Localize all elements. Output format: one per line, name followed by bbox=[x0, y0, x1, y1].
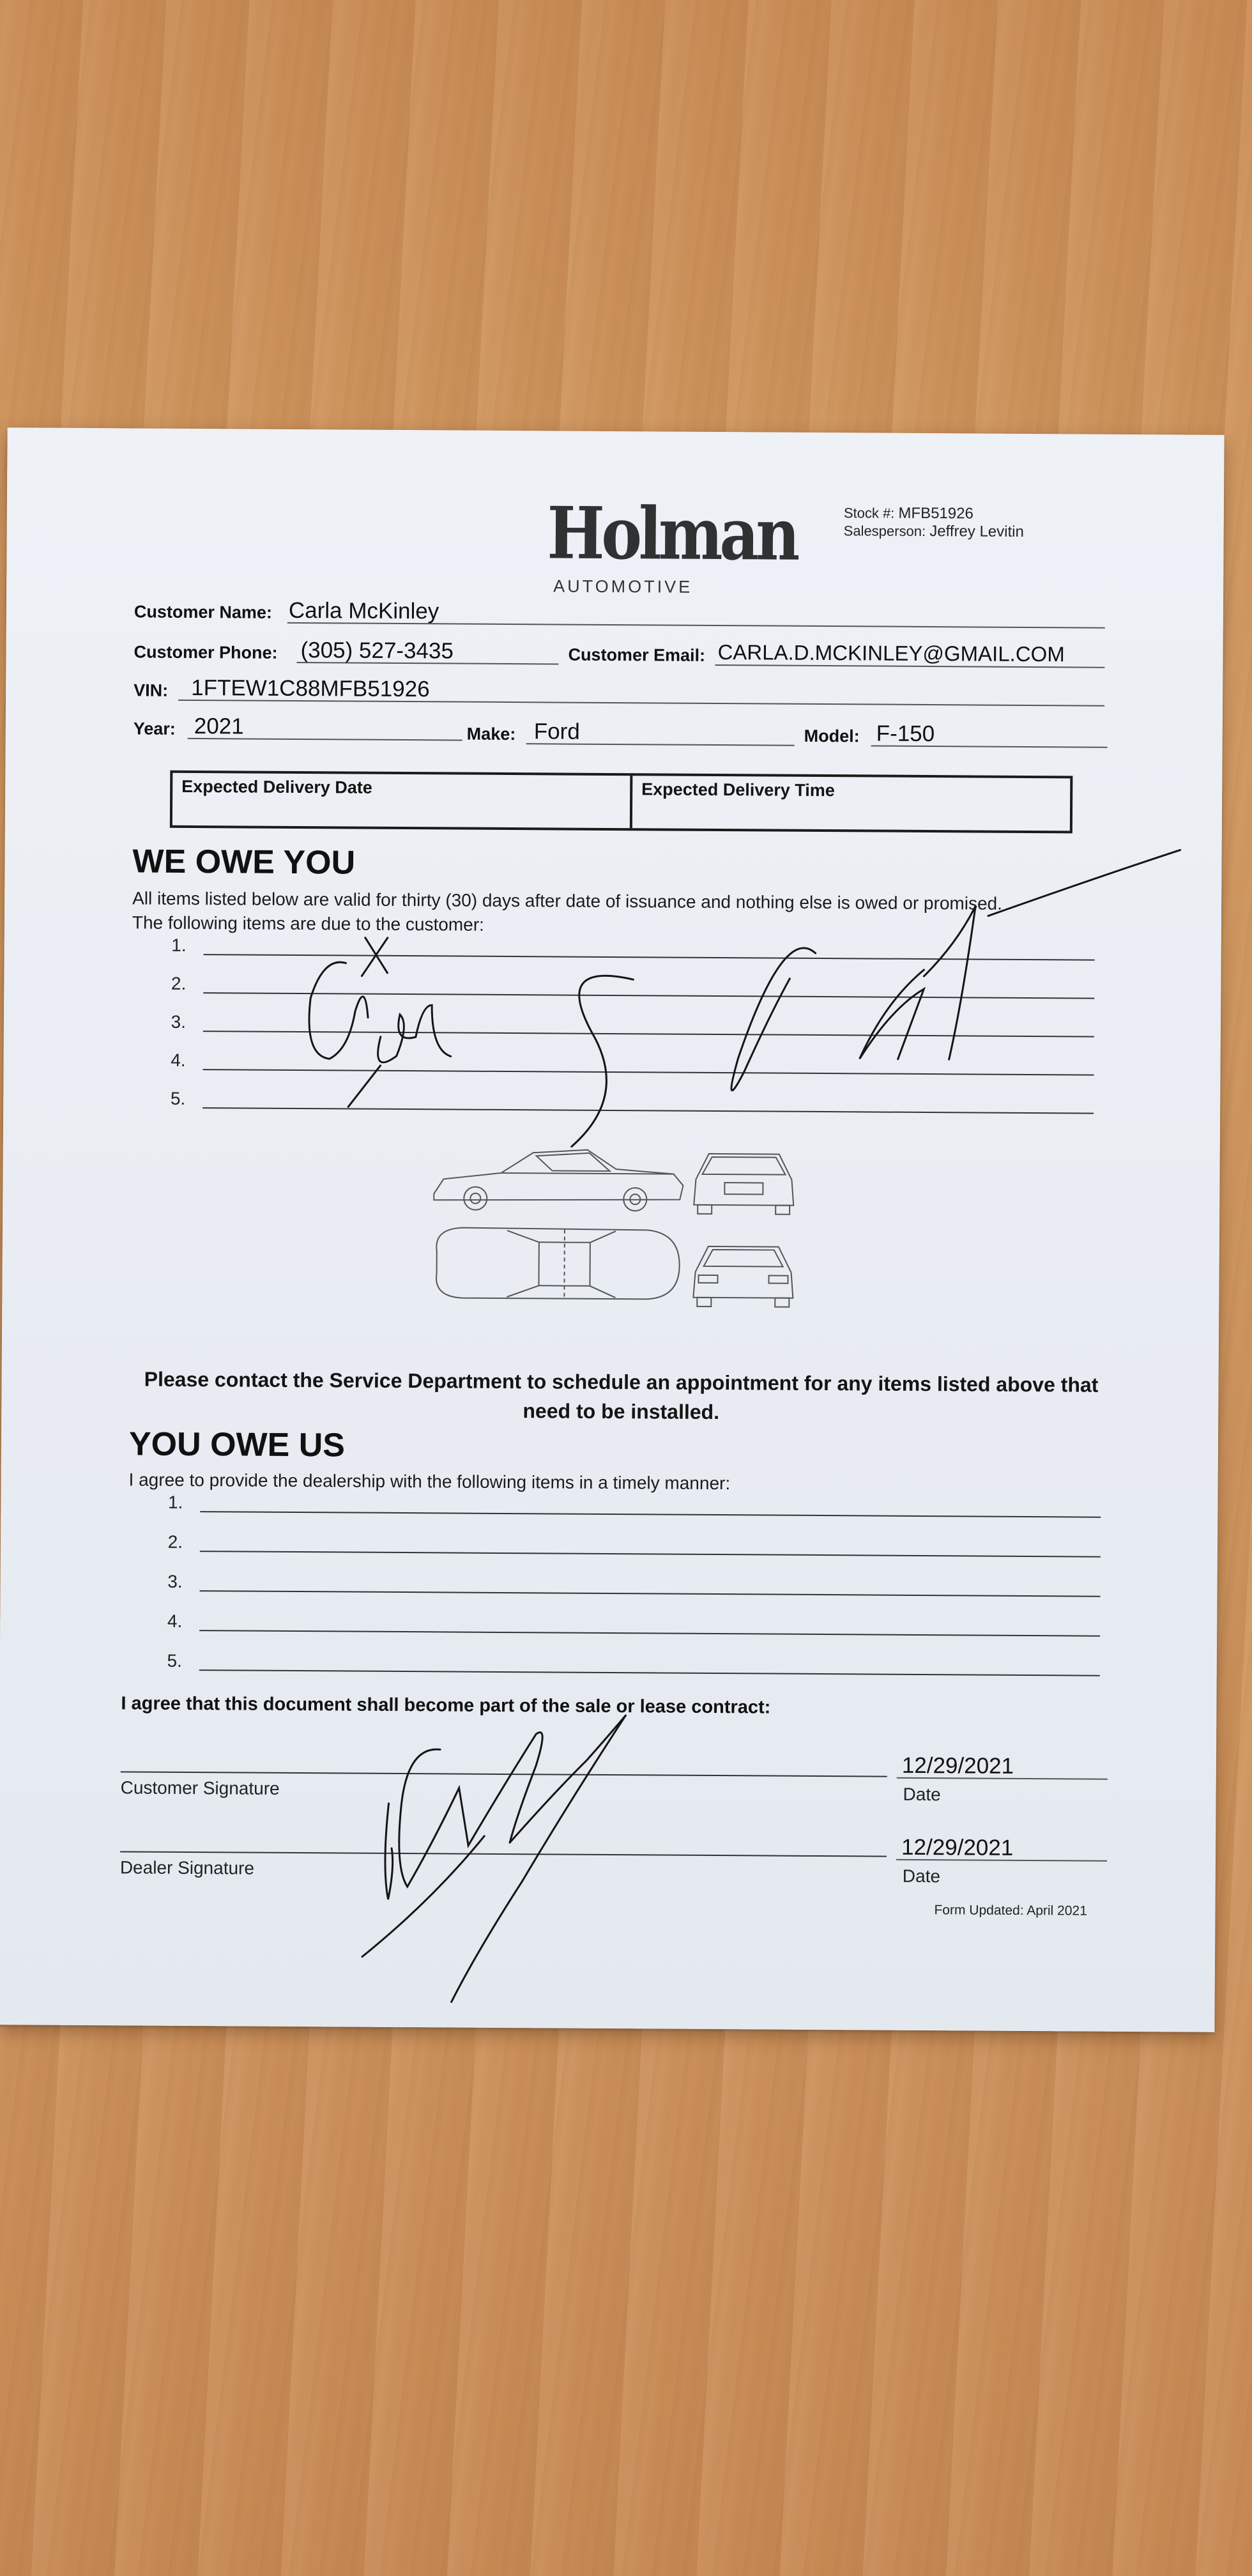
you-owe-item-line[interactable] bbox=[200, 1549, 1101, 1558]
we-owe-item-number: 5. bbox=[170, 1088, 186, 1108]
delivery-time-label: Expected Delivery Time bbox=[641, 779, 835, 801]
you-owe-text: I agree to provide the dealership with the following items in a timely manner: bbox=[128, 1469, 731, 1494]
we-owe-text-validity: All items listed below are valid for thirty (30) days after date of issuance and nothing else is owed or promised. bbox=[132, 888, 1003, 914]
customer-phone-value: (305) 527-3435 bbox=[300, 638, 454, 664]
service-contact-line-1: Please contact the Service Department to schedule an appointment for any items listed above that bbox=[144, 1367, 1099, 1397]
you-owe-item-line[interactable] bbox=[199, 1629, 1100, 1637]
agreement-statement: I agree that this document shall become part of the sale or lease contract: bbox=[121, 1693, 771, 1718]
dealer-date-label: Date bbox=[902, 1866, 941, 1887]
customer-phone-label: Customer Phone: bbox=[134, 642, 278, 663]
customer-name-value: Carla McKinley bbox=[288, 597, 439, 624]
stock-number bbox=[844, 504, 973, 523]
holman-logo: Holman bbox=[547, 491, 797, 577]
we-owe-text-due: The following items are due to the customer: bbox=[132, 912, 484, 935]
stock-label: Stock #: bbox=[843, 505, 895, 521]
vin-label: VIN: bbox=[134, 680, 169, 700]
customer-initials-scribble bbox=[284, 845, 1180, 1151]
logo-subtitle: AUTOMOTIVE bbox=[553, 576, 693, 597]
service-contact-line-2: need to be installed. bbox=[523, 1399, 720, 1424]
you-owe-item-number: 4. bbox=[167, 1611, 183, 1631]
stock-value: MFB51926 bbox=[898, 504, 973, 523]
you-owe-item-line[interactable] bbox=[200, 1589, 1101, 1597]
model-value: F-150 bbox=[876, 721, 935, 747]
you-owe-item-number: 3. bbox=[167, 1571, 183, 1591]
customer-date-value: 12/29/2021 bbox=[901, 1752, 1014, 1779]
we-owe-you-title: WE OWE YOU bbox=[132, 843, 356, 882]
car-side-view-icon bbox=[434, 1149, 683, 1211]
model-label: Model: bbox=[804, 726, 860, 746]
service-contact-notice bbox=[116, 1364, 1126, 1429]
car-rear-view-icon bbox=[693, 1246, 793, 1307]
you-owe-item-number: 5. bbox=[167, 1650, 182, 1671]
customer-email-label: Customer Email: bbox=[568, 645, 706, 665]
you-owe-item-line[interactable] bbox=[200, 1510, 1101, 1518]
make-value: Ford bbox=[533, 719, 580, 744]
customer-email-value: CARLA.D.MCKINLEY@GMAIL.COM bbox=[717, 640, 1065, 666]
car-front-view-icon bbox=[694, 1154, 794, 1215]
make-label: Make: bbox=[466, 724, 516, 744]
vin-value: 1FTEW1C88MFB51926 bbox=[191, 675, 430, 702]
we-owe-item-number: 3. bbox=[171, 1011, 187, 1032]
customer-date-label: Date bbox=[903, 1784, 941, 1805]
salesperson bbox=[844, 522, 1024, 541]
you-owe-item-number: 2. bbox=[167, 1531, 183, 1552]
year-value: 2021 bbox=[194, 713, 244, 739]
form-paper bbox=[0, 427, 1225, 2032]
expected-delivery-time[interactable] bbox=[632, 776, 1070, 831]
salesperson-label: Salesperson: bbox=[843, 523, 926, 539]
dealer-signature-label: Dealer Signature bbox=[119, 1857, 255, 1878]
customer-name-field[interactable] bbox=[287, 594, 1105, 629]
year-field[interactable] bbox=[188, 710, 462, 741]
car-top-view-icon bbox=[436, 1227, 680, 1299]
customer-phone-field[interactable] bbox=[296, 634, 558, 665]
handwritten-signature bbox=[356, 1676, 715, 2010]
we-owe-item-number: 2. bbox=[171, 973, 187, 993]
dealer-date-field[interactable] bbox=[896, 1831, 1107, 1862]
customer-date-field[interactable] bbox=[897, 1749, 1108, 1780]
customer-name-label: Customer Name: bbox=[134, 602, 273, 622]
you-owe-us-title: YOU OWE US bbox=[128, 1425, 346, 1464]
customer-email-field[interactable] bbox=[715, 636, 1104, 668]
form-updated-note: Form Updated: April 2021 bbox=[934, 1903, 1087, 1919]
we-owe-item-number: 1. bbox=[171, 935, 187, 955]
we-owe-item-number: 4. bbox=[171, 1050, 186, 1070]
model-field[interactable] bbox=[871, 717, 1108, 747]
vehicle-diagram bbox=[424, 1133, 821, 1340]
you-owe-item-number: 1. bbox=[167, 1492, 183, 1512]
salesperson-value: Jeffrey Levitin bbox=[929, 523, 1024, 540]
vin-field[interactable] bbox=[178, 671, 1104, 707]
you-owe-item-line[interactable] bbox=[199, 1668, 1100, 1676]
dealer-date-value: 12/29/2021 bbox=[901, 1834, 1014, 1860]
delivery-date-label: Expected Delivery Date bbox=[181, 776, 372, 797]
year-label: Year: bbox=[133, 719, 176, 739]
customer-signature-label: Customer Signature bbox=[120, 1777, 280, 1798]
expected-delivery-date[interactable] bbox=[172, 773, 632, 828]
make-field[interactable] bbox=[526, 715, 795, 746]
delivery-box bbox=[170, 770, 1073, 834]
